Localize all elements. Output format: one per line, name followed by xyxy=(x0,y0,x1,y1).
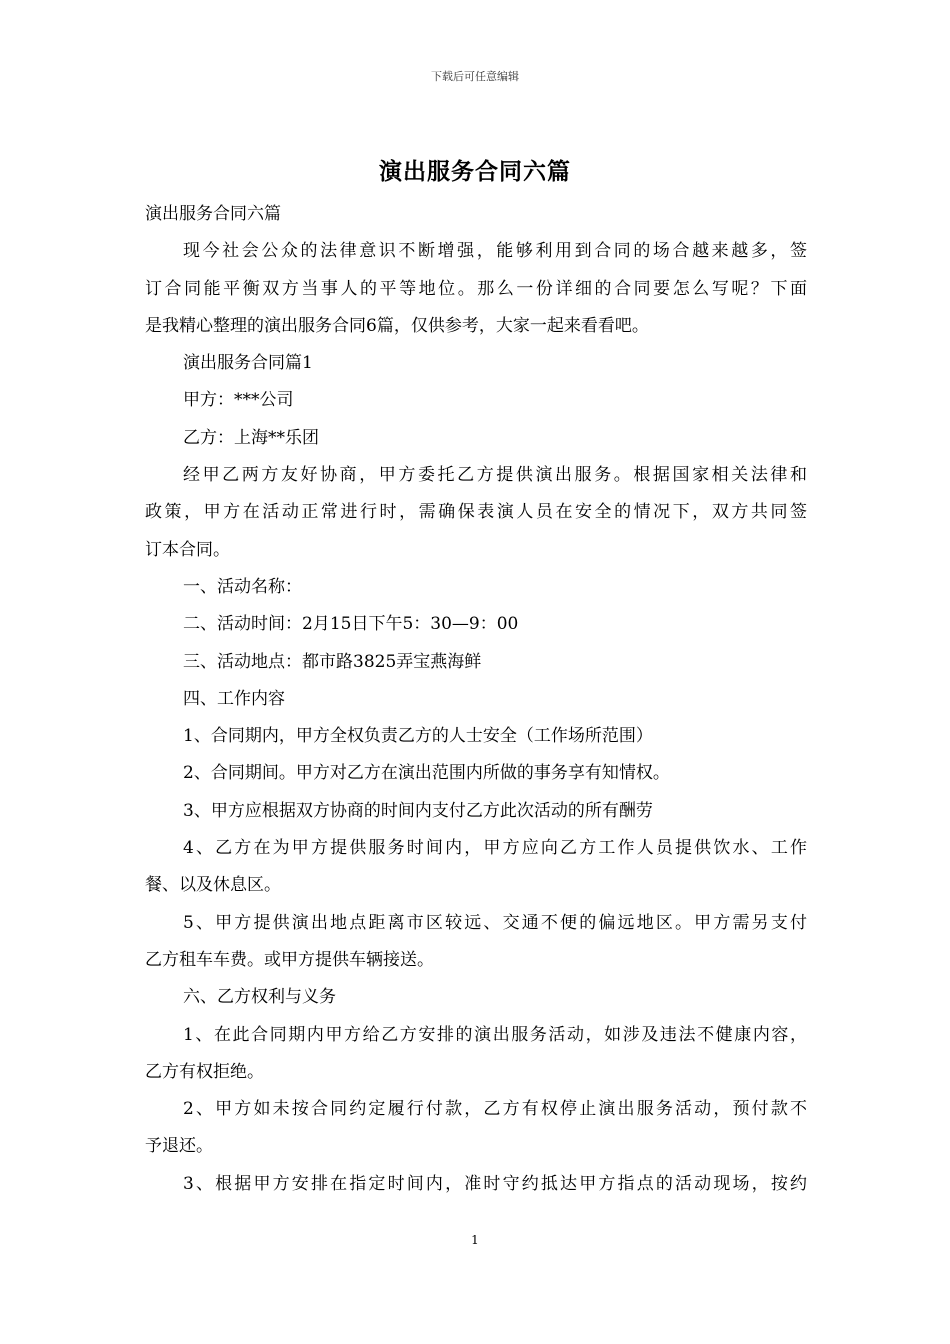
text-line: 一、活动名称： xyxy=(183,576,302,597)
text-line: 演出服务合同六篇 xyxy=(145,204,281,224)
text-line: 演出服务合同篇1 xyxy=(183,353,313,374)
text-line: 乙方租车车费。或甲方提供车辆接送。 xyxy=(145,949,434,970)
document-title: 演出服务合同六篇 xyxy=(379,159,571,185)
text-line: 三、活动地点：都市路3825弄宝燕海鲜 xyxy=(183,651,482,672)
text-line: 乙方有权拒绝。 xyxy=(145,1061,264,1082)
text-line: 六、乙方权利与义务 xyxy=(183,987,336,1008)
text-line: 餐、以及休息区。 xyxy=(145,875,281,896)
text-line: 二、活动时间：2月15日下午5：30—9：00 xyxy=(183,614,519,635)
text-line: 予退还。 xyxy=(145,1136,213,1157)
header-note: 下载后可任意编辑 xyxy=(431,70,519,83)
text-line: 3、甲方应根据双方协商的时间内支付乙方此次活动的所有酬劳 xyxy=(183,800,653,821)
text-line: 订合同能平衡双方当事人的平等地位。那么一份详细的合同要怎么写呢？下面 xyxy=(145,278,807,299)
text-line: 现今社会公众的法律意识不断增强，能够利用到合同的场合越来越多，签 xyxy=(183,241,807,262)
text-line: 甲方：***公司 xyxy=(183,390,294,411)
document-body xyxy=(145,196,807,1203)
text-line: 2、甲方如未按合同约定履行付款，乙方有权停止演出服务活动，预付款不 xyxy=(183,1099,807,1120)
text-line: 2、合同期间。甲方对乙方在演出范围内所做的事务享有知情权。 xyxy=(183,763,670,784)
text-line: 1、合同期内，甲方全权负责乙方的人士安全（工作场所范围） xyxy=(183,726,653,747)
text-line: 1、在此合同期内甲方给乙方安排的演出服务活动，如涉及违法不健康内容， xyxy=(183,1024,807,1045)
text-line: 经甲乙两方友好协商，甲方委托乙方提供演出服务。根据国家相关法律和 xyxy=(183,465,807,486)
text-line: 5、甲方提供演出地点距离市区较远、交通不便的偏远地区。甲方需另支付 xyxy=(183,912,807,933)
text-line: 四、工作内容 xyxy=(183,688,285,709)
text-line: 是我精心整理的演出服务合同6篇，仅供参考，大家一起来看看吧。 xyxy=(145,315,649,336)
text-line: 乙方：上海**乐团 xyxy=(183,427,319,448)
text-line: 政策，甲方在活动正常进行时，需确保表演人员在安全的情况下，双方共同签 xyxy=(145,502,807,523)
text-line: 订本合同。 xyxy=(145,539,230,560)
page-number: 1 xyxy=(471,1233,479,1247)
text-line: 3、根据甲方安排在指定时间内，准时守约抵达甲方指点的活动现场，按约 xyxy=(183,1173,807,1194)
text-line: 4、乙方在为甲方提供服务时间内，甲方应向乙方工作人员提供饮水、工作 xyxy=(183,838,807,859)
